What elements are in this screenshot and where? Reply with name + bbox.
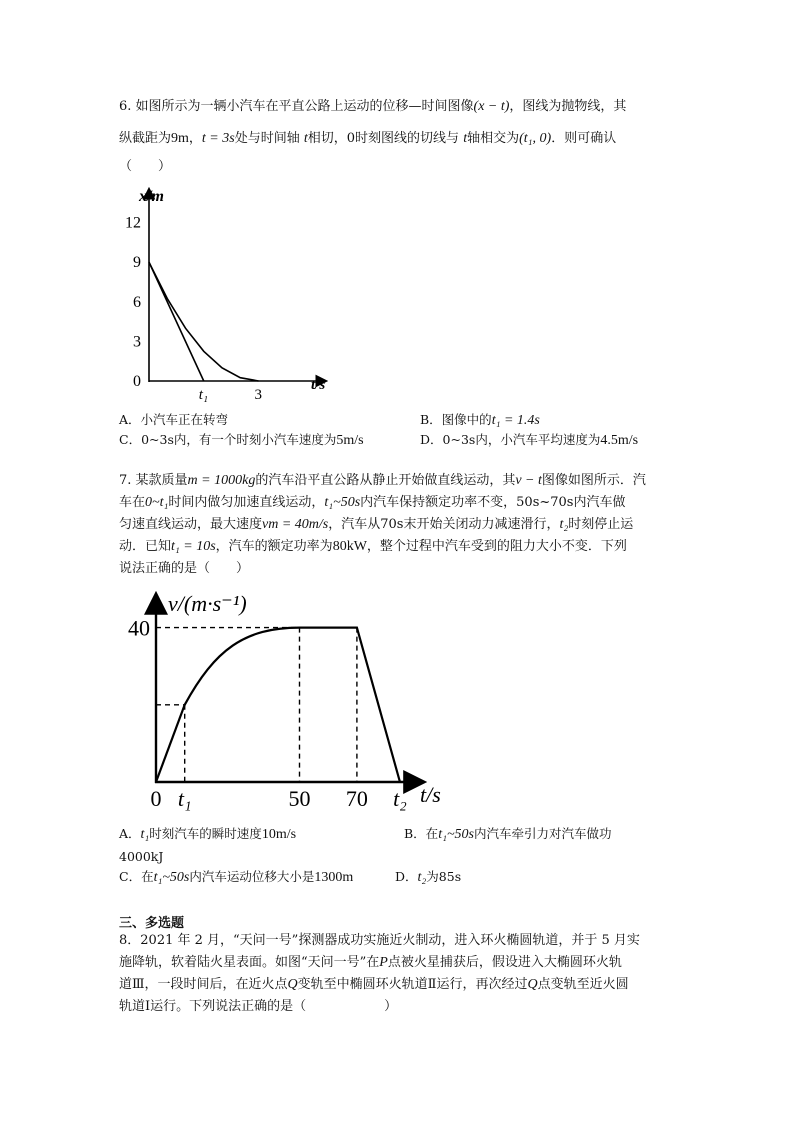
q8-line1: 8．2021 年 2 月，“天问一号”探测器成功实施近火制动，进入环火椭圆轨道，并于 5 月实 — [119, 933, 640, 948]
q7-option-a-text: A． — [119, 826, 141, 841]
q7-text: 时间内做匀加速直线运动， — [168, 495, 325, 510]
q7-text: ，汽车从70s末开始关闭动力减速滑行， — [328, 517, 560, 532]
q7-text: 时刻停止运 — [568, 517, 634, 532]
q7-line1 — [119, 474, 646, 488]
q7-option-c-text: C．在 — [119, 869, 154, 884]
q6-text: 6. 如图所示为一辆小汽车在平直公路上运动的位移—时间图像 — [119, 99, 474, 114]
q7-option-c-math: t₁~50s — [153, 870, 190, 885]
xt-ytick-label: 3 — [133, 333, 141, 351]
xt-ytick-label: 0 — [133, 373, 141, 390]
q8-text: 变轨至中椭圆环火轨道Ⅱ运行，再次经过 — [297, 977, 528, 992]
q6-option-d-math: 4.5m/s — [600, 433, 639, 448]
xt-tangent-curve — [149, 262, 204, 381]
xt-parabola-curve — [149, 262, 259, 381]
vt-xlabel: t/s — [420, 782, 441, 807]
xt-xtick-label: t₁ — [198, 387, 209, 403]
q7-option-b[interactable] — [404, 827, 611, 842]
q7-option-b-text: 内汽车牵引力对汽车做功 — [473, 826, 612, 841]
q7-option-b-math: t₁~50s — [438, 827, 474, 842]
q6-option-c[interactable] — [119, 433, 364, 448]
q7-math: 0~t₁ — [145, 495, 169, 510]
q7-option-d[interactable] — [395, 870, 461, 885]
vt-xtick-label: 0 — [150, 786, 162, 811]
q7-option-d-text: 为85s — [426, 869, 462, 884]
q7-option-b-line2: 4000kJ — [119, 849, 164, 864]
q6-blank: （ ） — [119, 159, 172, 174]
q6-text: 处与时间轴 — [234, 131, 300, 146]
xt-xlabel: t/s — [311, 377, 326, 393]
vt-power-curve — [185, 628, 300, 705]
q6-option-c-text: C．0~3s内，有一个时刻小汽车速度为 — [119, 432, 337, 447]
q7-option-d-text: D． — [395, 869, 418, 884]
q7-option-c-text: 内汽车运动位移大小是 — [189, 869, 315, 884]
q7-line3 — [119, 518, 633, 532]
q7-math: 80kW — [332, 539, 367, 554]
vt-ytick-label: 40 — [128, 615, 150, 641]
q7-line2 — [119, 496, 625, 510]
q6-option-b[interactable] — [420, 413, 540, 428]
q6-text: ，图线为抛物线，其 — [509, 99, 627, 114]
q7-text: 车在 — [119, 495, 146, 510]
q6-option-b-text: B．图像中的 — [420, 412, 492, 427]
q7-math: t₁ = 10s — [171, 539, 216, 554]
vt-xtick-label: 50 — [288, 786, 311, 811]
q7-option-a-text: 时刻汽车的瞬时速度 — [149, 826, 262, 841]
vt-const-decel-line — [300, 628, 400, 782]
xt-ylabel: x/m — [139, 188, 164, 205]
q7-option-c[interactable] — [119, 870, 353, 885]
q6-option-d[interactable] — [420, 433, 638, 448]
vt-xtick-label: 70 — [345, 786, 368, 811]
q6-option-b-math: t₁ = 1.4s — [491, 413, 540, 428]
section-title: 三、多选题 — [119, 916, 185, 931]
q8-text: 施降轨，软着陆火星表面。如图“天问一号”在 — [119, 955, 380, 970]
q6-math: (x − t) — [473, 99, 510, 114]
q7-text: ，整个过程中汽车受到的阻力大小不变．下列 — [366, 539, 627, 554]
xt-ytick-label: 6 — [133, 293, 141, 311]
q6-text: 轴相交为 — [467, 131, 520, 146]
q7-option-b-text: B．在 — [404, 826, 439, 841]
q6-line2 — [119, 132, 616, 146]
vt-accel-line — [156, 705, 185, 782]
q6-text: ， — [188, 131, 202, 146]
q7-math: t₁~50s — [324, 495, 361, 510]
xt-ytick-label: 9 — [133, 254, 141, 272]
xt-ytick-label: 12 — [125, 214, 141, 232]
q7-text: 匀速直线运动，最大速度 — [119, 517, 263, 532]
xt-xtick-label: 3 — [254, 387, 262, 403]
q7-option-a[interactable] — [119, 827, 296, 842]
xt-chart — [125, 185, 345, 403]
vt-chart — [120, 590, 450, 820]
q7-text: 图像如图所示．汽 — [541, 473, 646, 488]
q7-line4 — [119, 540, 627, 554]
q6-line1 — [119, 100, 626, 114]
q7-option-c-math: 1300m — [314, 870, 354, 885]
q8-line3 — [119, 978, 629, 992]
q7-text: 内汽车保持额定功率不变，50s~70s内汽车做 — [360, 495, 626, 510]
q6-math: t — [463, 131, 468, 146]
q8-text: 道Ⅲ，一段时间后，在近火点 — [119, 977, 288, 992]
q7-math: t₂ — [559, 517, 569, 532]
q6-math: t = 3s — [201, 131, 235, 146]
q7-option-a-math: t₁ — [140, 827, 150, 842]
q7-math: v − t — [515, 473, 542, 488]
q8-text: 点变轨至近火圆 — [537, 977, 629, 992]
q6-math: t — [303, 131, 308, 146]
q8-text: 点被火星捕获后，假设进入大椭圆环火轨 — [387, 955, 622, 970]
q6-text: 相切，0时刻图线的切线与 — [307, 131, 460, 146]
q6-option-c-math: 5m/s — [336, 433, 364, 448]
vt-xtick-label: t₁ — [177, 786, 192, 811]
q6-text: 纵截距为 — [119, 131, 172, 146]
q7-text: 7. 某款质量 — [119, 473, 188, 488]
q7-math: vm = 40m/s — [262, 517, 329, 532]
vt-xtick-label: t₂ — [393, 786, 407, 811]
q8-math: Q — [287, 977, 298, 992]
q6-option-d-text: D．0~3s内，小汽车平均速度为 — [420, 432, 601, 447]
q6-math: 9m — [171, 131, 189, 146]
q8-math: Q — [527, 977, 538, 992]
q7-option-d-math: t₂ — [417, 870, 427, 885]
vt-ylabel: v/(m·s⁻¹) — [168, 591, 247, 616]
q7-math: m = 1000kg — [187, 473, 256, 488]
q6-math: (t₁, 0) — [519, 131, 552, 146]
q6-option-a[interactable]: A．小汽车正在转弯 — [119, 412, 229, 427]
q8-math: P — [379, 955, 388, 970]
q7-text: 的汽车沿平直公路从静止开始做直线运动，其 — [255, 473, 516, 488]
q7-line5: 说法正确的是（ ） — [119, 561, 250, 576]
q7-text: ，汽车的额定功率为 — [215, 539, 333, 554]
q7-option-a-math: 10m/s — [261, 827, 297, 842]
q8-line2 — [119, 956, 622, 970]
q6-text: ．则可确认 — [551, 131, 617, 146]
q7-text: 动．已知 — [119, 539, 172, 554]
q8-line4: 轨道Ⅰ运行。下列说法正确的是（ ） — [119, 999, 398, 1014]
